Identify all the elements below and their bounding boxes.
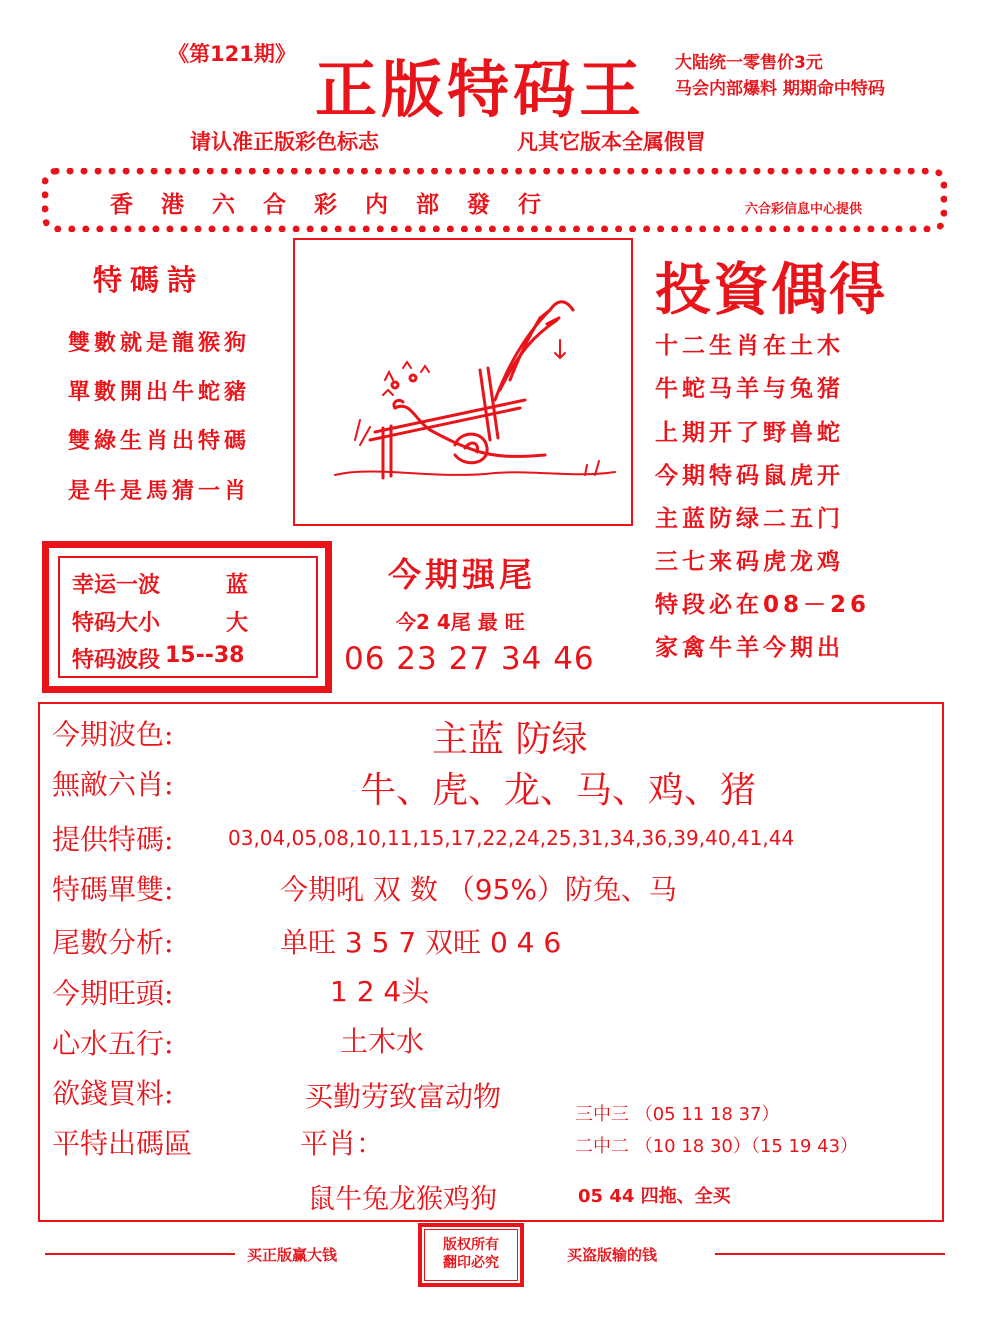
strong-tail-numbers: 06 23 27 34 46: [344, 641, 595, 677]
strong-tail-sub: 今2 4尾 最 旺: [396, 610, 525, 634]
lucky-value: 蓝: [226, 573, 249, 598]
row-label: 今期旺頭:: [52, 977, 174, 1010]
footer-rule-left: [45, 1253, 235, 1255]
row-value: 牛、虎、龙、马、鸡、猪: [360, 770, 757, 811]
row-label: 心水五行:: [52, 1027, 174, 1060]
invest-line: 三七来码虎龙鸡: [655, 549, 844, 575]
row-label: 無敵六肖:: [52, 768, 174, 801]
poem-line: 單數開出牛蛇豬: [68, 379, 251, 405]
invest-line: 家禽牛羊今期出: [655, 635, 844, 661]
pingxiao-numbers: 05 44 四拖、全买: [578, 1186, 731, 1207]
row-label: 欲錢買料:: [52, 1077, 174, 1110]
poem-line: 是牛是馬猜一肖: [68, 478, 251, 504]
invest-line: 主蓝防绿二五门: [655, 506, 844, 532]
row-label: 特碼單雙:: [52, 873, 174, 906]
poem-line: 雙數就是龍猴狗: [68, 330, 251, 356]
row-value: 主蓝 防绿: [432, 719, 588, 760]
pingxiao-animals: 鼠牛兔龙猴鸡狗: [308, 1184, 497, 1215]
strong-tail-title: 今期强尾: [388, 555, 536, 594]
tagline: 马会内部爆料 期期命中特码: [675, 79, 885, 99]
authenticity-notice: 请认准正版彩色标志: [190, 130, 379, 154]
poem-line: 雙綠生肖出特碼: [68, 428, 251, 454]
counterfeit-notice: 凡其它版本全属假冒: [517, 130, 706, 154]
issuer-banner-text: 香港六合彩内部發行: [110, 191, 569, 218]
stamp-line: 翻印必究: [443, 1255, 499, 1271]
footer-left-text: 买正版赢大钱: [247, 1246, 338, 1264]
footer-rule-right: [715, 1253, 945, 1255]
footer-right-text: 买盗版输的钱: [567, 1246, 658, 1264]
sanzhongsan: 三中三 （05 11 18 37）: [575, 1104, 780, 1125]
lucky-value: 大: [226, 611, 249, 636]
copyright-stamp-text: [424, 1229, 518, 1281]
invest-line: 特段必在08－26: [655, 592, 871, 618]
row-value: 今期吼 双 数 （95%）防兔、马: [280, 873, 677, 906]
invest-line: 十二生肖在土木: [655, 333, 844, 359]
row-value: 买勤劳致富动物: [305, 1080, 502, 1113]
row-label: 今期波色:: [52, 718, 174, 751]
row-label: 尾數分析:: [52, 926, 174, 959]
lucky-label: 特码大小: [72, 611, 161, 636]
price-note: 大陆统一零售价3元: [675, 53, 823, 73]
row-value: 土木水: [340, 1025, 425, 1058]
invest-title: 投資偶得: [655, 257, 887, 323]
illustration: [293, 238, 633, 526]
lucky-value: 15--38: [165, 643, 245, 668]
poem-title: 特碼詩: [93, 263, 205, 297]
row-value: 平肖：: [300, 1127, 385, 1160]
masthead-title: 正版特码王: [315, 53, 646, 126]
stamp-line: 版权所有: [443, 1237, 499, 1253]
lucky-label: 幸运一波: [72, 573, 161, 598]
row-label: 提供特碼:: [52, 823, 174, 856]
row-value: 03,04,05,08,10,11,15,17,22,24,25,31,34,36,39,40,41,44: [228, 826, 795, 850]
erzhonger: 二中二 （10 18 30）（15 19 43）: [575, 1136, 859, 1157]
invest-line: 上期开了野兽蛇: [655, 420, 844, 446]
invest-line: 牛蛇马羊与兔猪: [655, 376, 844, 402]
invest-line: 今期特码鼠虎开: [655, 463, 844, 489]
lucky-label: 特码波段: [72, 648, 161, 673]
plow-snake-illustration: [295, 240, 631, 524]
row-value: 1 2 4头: [330, 975, 430, 1008]
row-label: 平特出碼區: [52, 1127, 193, 1160]
row-value: 单旺 3 5 7 双旺 0 4 6: [280, 926, 562, 959]
issue-number: 《第121期》: [168, 42, 296, 66]
provider-note: 六合彩信息中心提供: [745, 202, 863, 217]
